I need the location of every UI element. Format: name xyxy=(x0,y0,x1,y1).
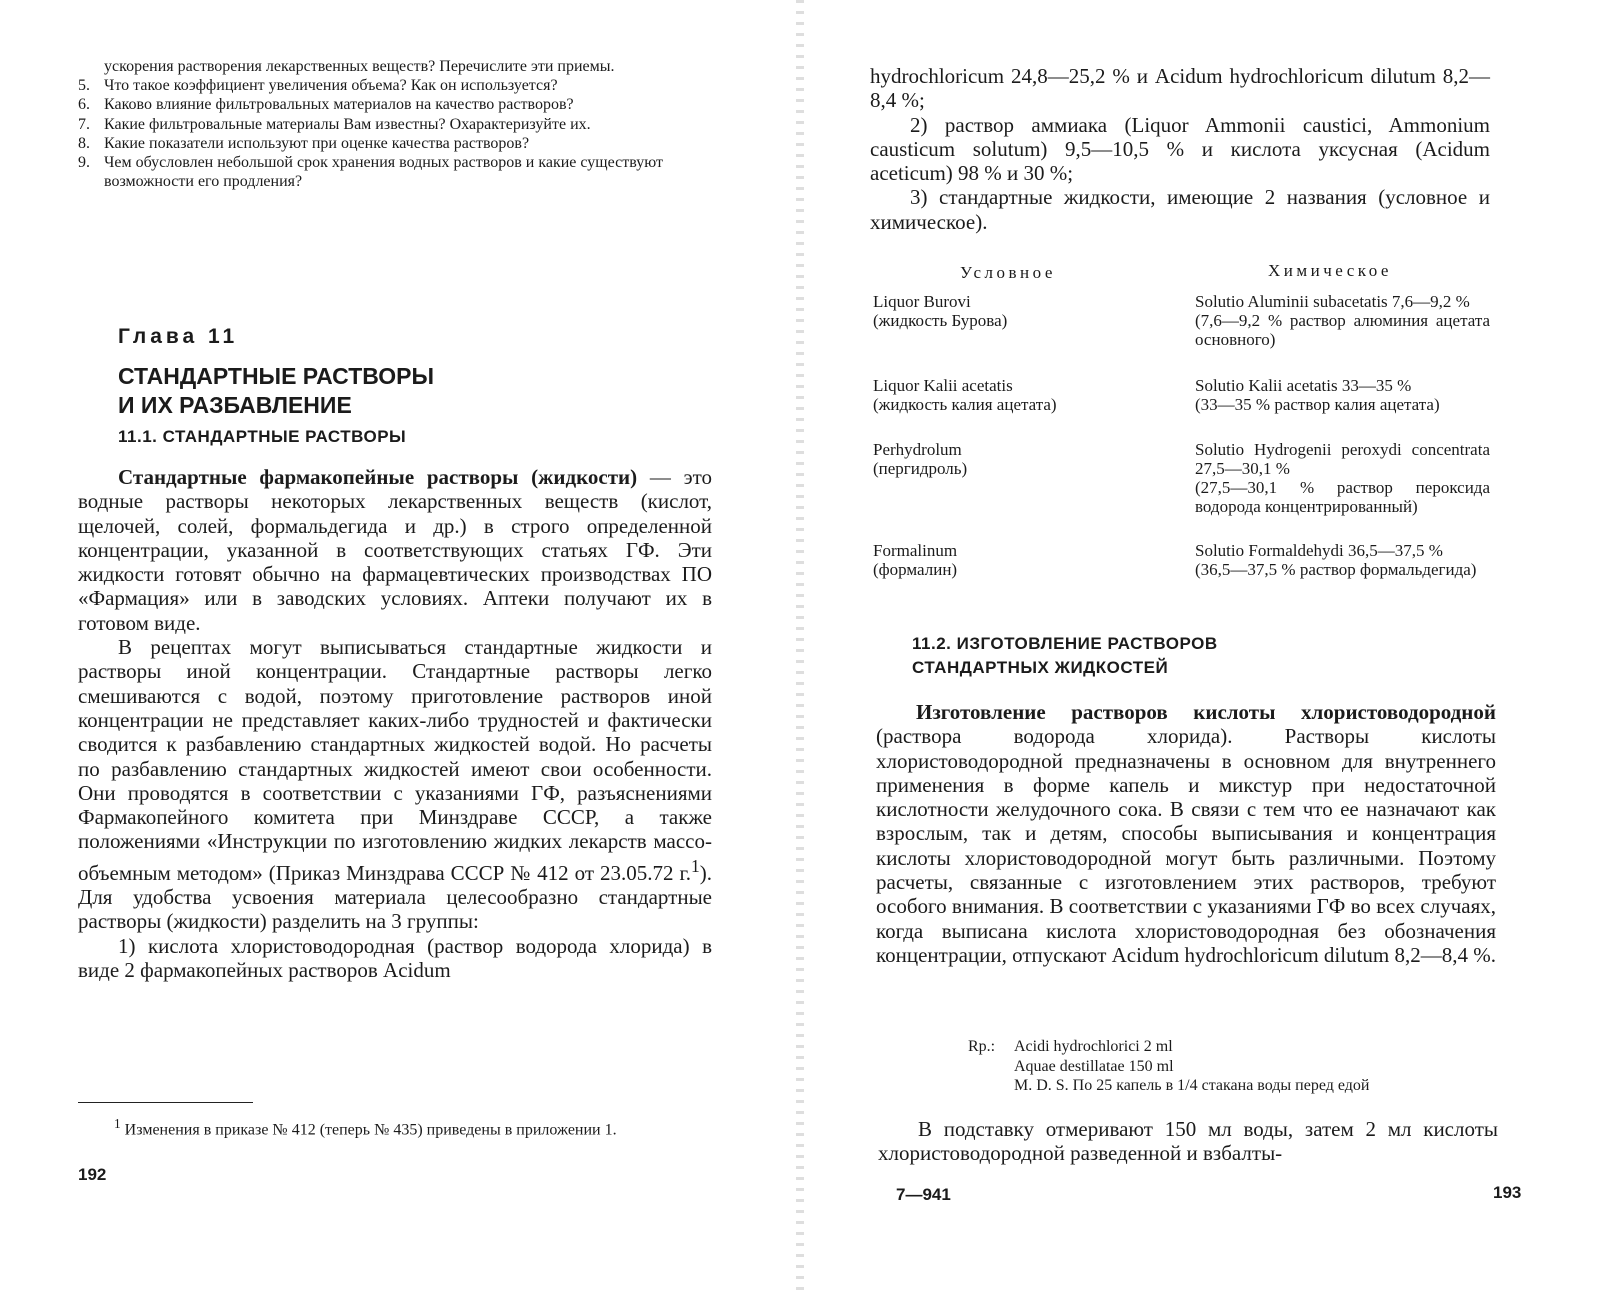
conventional-name-cell xyxy=(873,376,1173,414)
footnote-mark: 1 xyxy=(114,1116,121,1131)
chapter-title xyxy=(118,362,718,420)
paragraph-text: В рецептах могут выписываться стандартные жидкости и растворы иной концентрации. Стандартные растворы легко смешиваются с водой, поэтому приготовление растворов иной концентрации не представляет каких-либо трудностей и фактически сводится к разбавлению стандартных жидкостей водой. Но расчеты по разбавлению стандартных жидкостей имеют свои особенности. Они проводятся в соответствии с указаниями ГФ, разъяснениями Фармакопейного комитета при Минздраве СССР, а также положениями «Инструкции по изготовлению жидких лекарств массо-объемным методом» (Приказ Минздрава СССР № 412 от 23.05.72 г. xyxy=(78,635,712,885)
paragraph-text: — это водные растворы некоторых лекарственных веществ (кислот, щелочей, солей, формальдегида и др.) в строго определенной концентрации, указанной в соответствующих статьях ГФ. Эти жидкости готовят обычно на фармацевтических производствах ПО «Фармация» или в заводских условиях. Аптеки получают их в готовом виде. xyxy=(78,465,712,635)
chapter-label: Глава 11 xyxy=(118,325,239,348)
left-page xyxy=(0,0,800,1296)
prescription xyxy=(968,1037,1498,1096)
chemical-name-cell xyxy=(1195,376,1490,414)
footnote-divider xyxy=(78,1102,253,1103)
body-text xyxy=(876,700,1496,967)
question-continuation: ускорения растворения лекарственных веществ? Перечислите эти приемы. xyxy=(104,58,615,75)
conventional-name-cell xyxy=(873,440,1173,478)
question-text: Что такое коэффициент увеличения объема? Как он используется? xyxy=(104,77,558,95)
paragraph: 2) раствор аммиака (Liquor Ammonii caustici, Ammonium causticum solutum) 9,5—10,5 % и кислота уксусная (Acidum aceticum) 98 % и 30 %; xyxy=(870,112,1490,186)
russian-name: (формалин) xyxy=(873,560,958,579)
question-text: Чем обусловлен небольшой срок хранения водных растворов и какие существуют возможности его продления? xyxy=(104,154,663,191)
russian-name: (жидкость Бурова) xyxy=(873,311,1008,330)
section-heading-line: СТАНДАРТНЫХ ЖИДКОСТЕЙ xyxy=(912,658,1169,677)
latin-name: Liquor Kalii acetatis xyxy=(873,376,1013,395)
latin-name: Solutio Aluminii subacetatis 7,6—9,2 % xyxy=(1195,292,1470,311)
paragraph: В подставку отмеривают 150 мл воды, затем 2 мл кислоты хлористоводородной разведенной и взбалты- xyxy=(878,1117,1498,1166)
fraction: 1/4 xyxy=(1177,1077,1198,1094)
prescription-line xyxy=(968,1076,1498,1096)
paragraph-text: ). Для удобства усвоения материала целесообразно стандартные растворы (жидкости) разделить на 3 группы: xyxy=(78,860,712,934)
question-number: 7. xyxy=(78,115,90,133)
russian-name: (пергидроль) xyxy=(873,459,968,478)
section-heading: 11.1. СТАНДАРТНЫЕ РАСТВОРЫ xyxy=(118,427,407,446)
prescription-line xyxy=(968,1037,1498,1057)
question-item xyxy=(78,95,710,114)
review-questions xyxy=(78,57,710,191)
question-number: 9. xyxy=(78,154,90,172)
prescription-line: Aquae destillatae 150 ml xyxy=(1014,1057,1174,1075)
chemical-name-cell xyxy=(1195,440,1490,516)
latin-name: Perhydrolum xyxy=(873,440,962,459)
body-text xyxy=(870,64,1490,234)
question-text: Какие фильтровальные материалы Вам известны? Охарактеризуйте их. xyxy=(104,115,591,133)
printer-signature: 7—941 xyxy=(896,1185,951,1204)
question-text: Какие показатели используют при оценке качества растворов? xyxy=(104,134,530,152)
body-text xyxy=(878,1117,1498,1166)
footnote-ref: 1 xyxy=(691,855,700,876)
conventional-name-cell xyxy=(873,292,1173,330)
latin-name: Formalinum xyxy=(873,541,958,560)
prescription-text: стакана воды перед едой xyxy=(1197,1077,1370,1094)
question-number: 8. xyxy=(78,134,90,152)
question-number: 5. xyxy=(78,77,90,95)
paragraph xyxy=(876,700,1496,967)
paragraph xyxy=(78,465,712,635)
latin-name: Liquor Burovi xyxy=(873,292,971,311)
question-text: Каково влияние фильтровальных материалов на качество растворов? xyxy=(104,96,574,114)
russian-name: (жидкость калия ацетата) xyxy=(873,395,1057,414)
prescription-text: Acidi hydrochlorici 2 ml xyxy=(1014,1038,1173,1055)
chemical-name-cell xyxy=(1195,541,1490,579)
paragraph-text: 1) кислота хлористоводородная (раствор водорода хлорида) в виде 2 фармакопейных растворов Acidum xyxy=(78,933,712,982)
section-heading-line: 11.2. ИЗГОТОВЛЕНИЕ РАСТВОРОВ xyxy=(912,634,1218,653)
paragraph: hydrochloricum 24,8—25,2 % и Acidum hydrochloricum dilutum 8,2—8,4 %; xyxy=(870,64,1490,113)
prescription-text: M. D. S. По 25 капель в xyxy=(1014,1077,1178,1094)
paragraph xyxy=(78,934,712,983)
question-item xyxy=(78,134,710,153)
section-heading xyxy=(912,632,1512,680)
question-number: 6. xyxy=(78,96,90,114)
chemical-name-cell xyxy=(1195,292,1490,349)
question-item xyxy=(78,153,710,191)
table-header-conventional: Условное xyxy=(960,263,1056,282)
body-text xyxy=(78,465,712,982)
chapter-title-line: СТАНДАРТНЫЕ РАСТВОРЫ xyxy=(118,363,435,389)
footnote-text: Изменения в приказе № 412 (теперь № 435) приведены в приложении 1. xyxy=(120,1121,617,1139)
table-header-chemical: Химическое xyxy=(1268,261,1392,280)
latin-name: Solutio Formaldehydi 36,5—37,5 % xyxy=(1195,541,1443,560)
russian-name: (7,6—9,2 % раствор алюминия ацетата основного) xyxy=(1195,311,1490,349)
question-item xyxy=(78,115,710,134)
latin-name: Solutio Kalii acetatis 33—35 % xyxy=(1195,376,1412,395)
prescription-label: Rp.: xyxy=(968,1038,996,1055)
paragraph-text: (раствора водорода хлорида). Растворы кислоты хлористоводородной предназначены в основном для внутреннего применения в форме капель и микстур при недостаточной кислотности желудочного сока. В связи с тем что ее назначают как взрослым, так и детям, способы выписывания и концентрация кислоты хлористоводородной могут быть различными. Поэтому расчеты, связанные с изготовлением этих растворов, требуют особого внимания. В соответствии с указаниями ГФ во всех случаях, когда выписана кислота хлористоводородная без обозначения концентрации, отпускают Acidum hydrochloricum dilutum 8,2—8,4 %. xyxy=(876,724,1497,967)
russian-name: (33—35 % раствор калия ацетата) xyxy=(1195,395,1440,414)
bold-term: Изготовление растворов кислоты хлористоводородной xyxy=(916,700,1496,724)
chapter-title-line: И ИХ РАЗБАВЛЕНИЕ xyxy=(118,392,352,418)
paragraph: 3) стандартные жидкости, имеющие 2 названия (условное и химическое). xyxy=(870,185,1490,234)
question-item xyxy=(78,76,710,95)
page-number: 192 xyxy=(78,1165,107,1184)
latin-name: Solutio Hydrogenii peroxydi concentrata 27,5—30,1 % xyxy=(1195,440,1490,478)
conventional-name-cell xyxy=(873,541,1173,579)
russian-name: (27,5—30,1 % раствор пероксида водорода концентрированный) xyxy=(1195,478,1490,516)
paragraph xyxy=(78,635,712,934)
russian-name: (36,5—37,5 % раствор формальдегида) xyxy=(1195,560,1477,579)
footnote xyxy=(78,1114,712,1139)
bold-term: Стандартные фармакопейные растворы (жидкости) xyxy=(118,465,638,489)
page-number: 193 xyxy=(1493,1183,1522,1202)
